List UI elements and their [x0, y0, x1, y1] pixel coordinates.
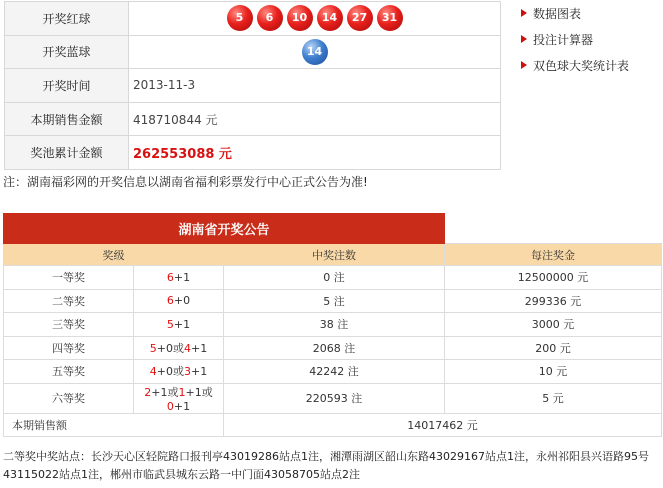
- prize-level: 一等奖: [4, 266, 134, 290]
- announcement-table: [3, 213, 662, 437]
- draw-date-label: 开奖时间: [5, 69, 129, 103]
- prize-condition: [134, 383, 224, 413]
- red-ball: 10: [287, 5, 313, 31]
- prize-row: [4, 313, 662, 337]
- red-ball: 27: [347, 5, 373, 31]
- blue-balls: [129, 35, 501, 69]
- prize-condition: [134, 266, 224, 290]
- disclaimer-note: 注：湖南福彩网的开奖信息以湖南省福利彩票发行中心正式公告为准!: [3, 175, 368, 189]
- triangle-right-icon: [521, 9, 527, 17]
- red-ball: 14: [317, 5, 343, 31]
- condition-part: 1: [178, 385, 186, 399]
- condition-part: 5: [166, 317, 174, 331]
- condition-part: 0: [166, 399, 174, 413]
- condition-part: +0或: [156, 341, 184, 355]
- prize-count: 2068 注: [224, 336, 445, 360]
- link-data-chart-label: 数据图表: [533, 7, 582, 21]
- side-links: [521, 6, 629, 84]
- period-sales-label: 本期销售额: [4, 413, 224, 437]
- prize-row: [4, 266, 662, 290]
- draw-info-table: [4, 1, 501, 170]
- prize-row: [4, 383, 662, 413]
- triangle-right-icon: [521, 61, 527, 69]
- prize-amount: 3000 元: [445, 313, 662, 337]
- condition-part: 3: [184, 365, 191, 379]
- prize-amount: 5 元: [445, 383, 662, 413]
- header-count: 中奖注数: [224, 244, 445, 266]
- prize-level: 六等奖: [4, 383, 134, 413]
- condition-part: +1: [191, 341, 208, 355]
- red-ball: 5: [227, 5, 253, 31]
- triangle-right-icon: [521, 35, 527, 43]
- red-ball-label: 开奖红球: [5, 2, 129, 36]
- link-bet-calculator[interactable]: [521, 32, 629, 58]
- prize-level: 四等奖: [4, 336, 134, 360]
- prize-count: 220593 注: [224, 383, 445, 413]
- sales-amount: 418710844 元: [129, 102, 501, 136]
- header-prize: 每注奖金: [445, 244, 662, 266]
- condition-part: 5: [149, 341, 157, 355]
- condition-part: +1: [191, 365, 208, 379]
- prize-level: 三等奖: [4, 313, 134, 337]
- header-level: 奖级: [4, 244, 224, 266]
- prize-row: [4, 360, 662, 384]
- prize-count: 42242 注: [224, 360, 445, 384]
- jackpot-pool-label: 奖池累计金额: [5, 136, 129, 170]
- prize-level: 五等奖: [4, 360, 134, 384]
- link-data-chart[interactable]: [521, 6, 629, 32]
- link-jackpot-stats[interactable]: [521, 58, 629, 84]
- prize-amount: 12500000 元: [445, 266, 662, 290]
- prize-row: [4, 336, 662, 360]
- red-balls: [129, 2, 501, 36]
- link-bet-calculator-label: 投注计算器: [533, 33, 594, 47]
- jackpot-pool-amount: 262553088 元: [133, 147, 232, 163]
- prize-amount: 299336 元: [445, 289, 662, 313]
- red-ball: 6: [257, 5, 283, 31]
- condition-part: 4: [184, 341, 191, 355]
- condition-part: +1: [173, 270, 191, 284]
- condition-part: 6: [166, 270, 174, 284]
- condition-part: 2: [144, 385, 152, 399]
- condition-part: +1或: [151, 385, 179, 399]
- prize-amount: 200 元: [445, 336, 662, 360]
- prize-count: 38 注: [224, 313, 445, 337]
- condition-part: +0: [173, 294, 191, 308]
- sales-amount-label: 本期销售金额: [5, 102, 129, 136]
- draw-date: 2013-11-3: [129, 69, 501, 103]
- red-ball: 31: [377, 5, 403, 31]
- blue-ball-label: 开奖蓝球: [5, 35, 129, 69]
- prize-condition: [134, 336, 224, 360]
- prize-row: [4, 289, 662, 313]
- condition-part: +1: [173, 399, 191, 413]
- period-sales-value: 14017462 元: [224, 413, 662, 437]
- prize-count: 0 注: [224, 266, 445, 290]
- link-jackpot-stats-label: 双色球大奖统计表: [533, 59, 630, 73]
- prize-amount: 10 元: [445, 360, 662, 384]
- prize-condition: [134, 360, 224, 384]
- prize-condition: [134, 289, 224, 313]
- condition-part: +1: [173, 317, 191, 331]
- winning-stations: 二等奖中奖站点：长沙天心区轻院路口报刊亭43019286站点1注，湘潭雨湖区韶山东路43029167站点1注，永州祁阳县兴语路95号43115022站点1注，郴州市临武县城东云路一中门面43058705站点2注: [3, 450, 649, 481]
- condition-part: +0或: [156, 365, 184, 379]
- prize-level: 二等奖: [4, 289, 134, 313]
- condition-part: +1或: [185, 385, 213, 399]
- prize-count: 5 注: [224, 289, 445, 313]
- jackpot-pool-cell: [129, 136, 501, 170]
- prize-condition: [134, 313, 224, 337]
- blue-ball: 14: [302, 39, 328, 65]
- condition-part: 4: [149, 365, 157, 379]
- announcement-title: 湖南省开奖公告: [4, 214, 445, 244]
- condition-part: 6: [166, 294, 174, 308]
